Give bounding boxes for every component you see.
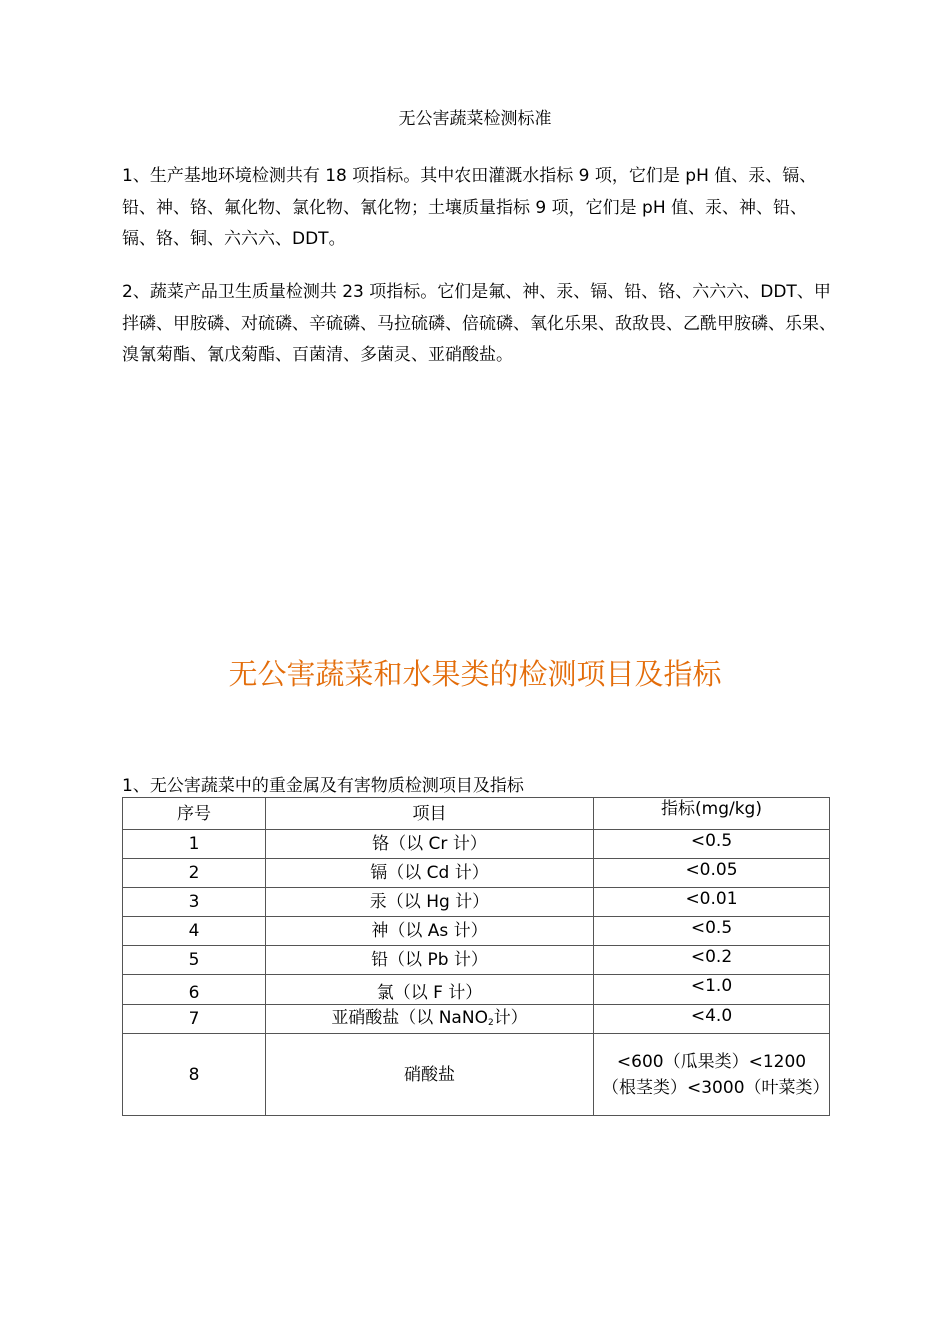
header-cell-item: 项目 [266,798,594,830]
heavy-metal-standards-table [122,797,830,1116]
cell-number: 8 [123,1034,266,1116]
cell-limit: <0.2 [594,946,830,975]
table-row [123,946,830,975]
table-row [123,917,830,946]
cell-item: 镉（以 Cd 计） [266,859,594,888]
cell-limit: <1.0 [594,975,830,1005]
cell-item [266,1005,594,1034]
cell-item-text-suffix: 计） [493,1007,528,1028]
header-cell-limit: 指标(mg/kg) [594,798,830,830]
cell-number: 1 [123,830,266,859]
cell-limit: <600（瓜果类）<1200（根茎类）<3000（叶菜类） [594,1034,830,1116]
table-caption: 1、无公害蔬菜中的重金属及有害物质检测项目及指标 [122,776,524,796]
cell-number: 3 [123,888,266,917]
cell-number: 7 [123,1005,266,1034]
cell-item: 铅（以 Pb 计） [266,946,594,975]
cell-number: 5 [123,946,266,975]
section-heading: 无公害蔬菜和水果类的检测项目及指标 [228,657,722,691]
table-row [123,975,830,1005]
cell-item-text: 亚硝酸盐（以 NaNO [331,1007,488,1028]
cell-limit: <4.0 [594,1005,830,1034]
paragraph-product-indicators: 2、蔬菜产品卫生质量检测共 23 项指标。它们是氟、神、汞、镉、铅、铬、六六六、DDT、甲拌磷、甲胺磷、对硫磷、辛硫磷、马拉硫磷、倍硫磷、氧化乐果、敌敌畏、乙酰甲胺磷、乐果、溴氰菊酯、氰戊菊酯、百菌清、多菌灵、亚硝酸盐。 [122,282,836,365]
table-row [123,859,830,888]
cell-limit: <0.5 [594,917,830,946]
cell-number: 2 [123,859,266,888]
cell-number: 4 [123,917,266,946]
header-cell-number: 序号 [123,798,266,830]
cell-limit: <0.01 [594,888,830,917]
cell-item: 铬（以 Cr 计） [266,830,594,859]
table-row [123,888,830,917]
table-row [123,1005,830,1034]
table-row [123,1034,830,1116]
table-row [123,830,830,859]
paragraph-environment-indicators: 1、生产基地环境检测共有 18 项指标。其中农田灌溉水指标 9 项，它们是 pH 值、汞、镉、铅、神、铬、氟化物、氯化物、氰化物；土壤质量指标 9 项，它们是 pH 值、汞、神、铅、镉、铬、铜、六六六、DDT。 [122,166,817,249]
cell-limit: <0.05 [594,859,830,888]
subscript-two: 2 [487,1017,494,1028]
document-title: 无公害蔬菜检测标准 [398,109,552,129]
cell-item: 硝酸盐 [266,1034,594,1116]
cell-number: 6 [123,975,266,1005]
cell-item: 汞（以 Hg 计） [266,888,594,917]
cell-item: 氯（以 F 计） [266,975,594,1005]
cell-item: 神（以 As 计） [266,917,594,946]
table-header-row [123,798,830,830]
cell-limit: <0.5 [594,830,830,859]
